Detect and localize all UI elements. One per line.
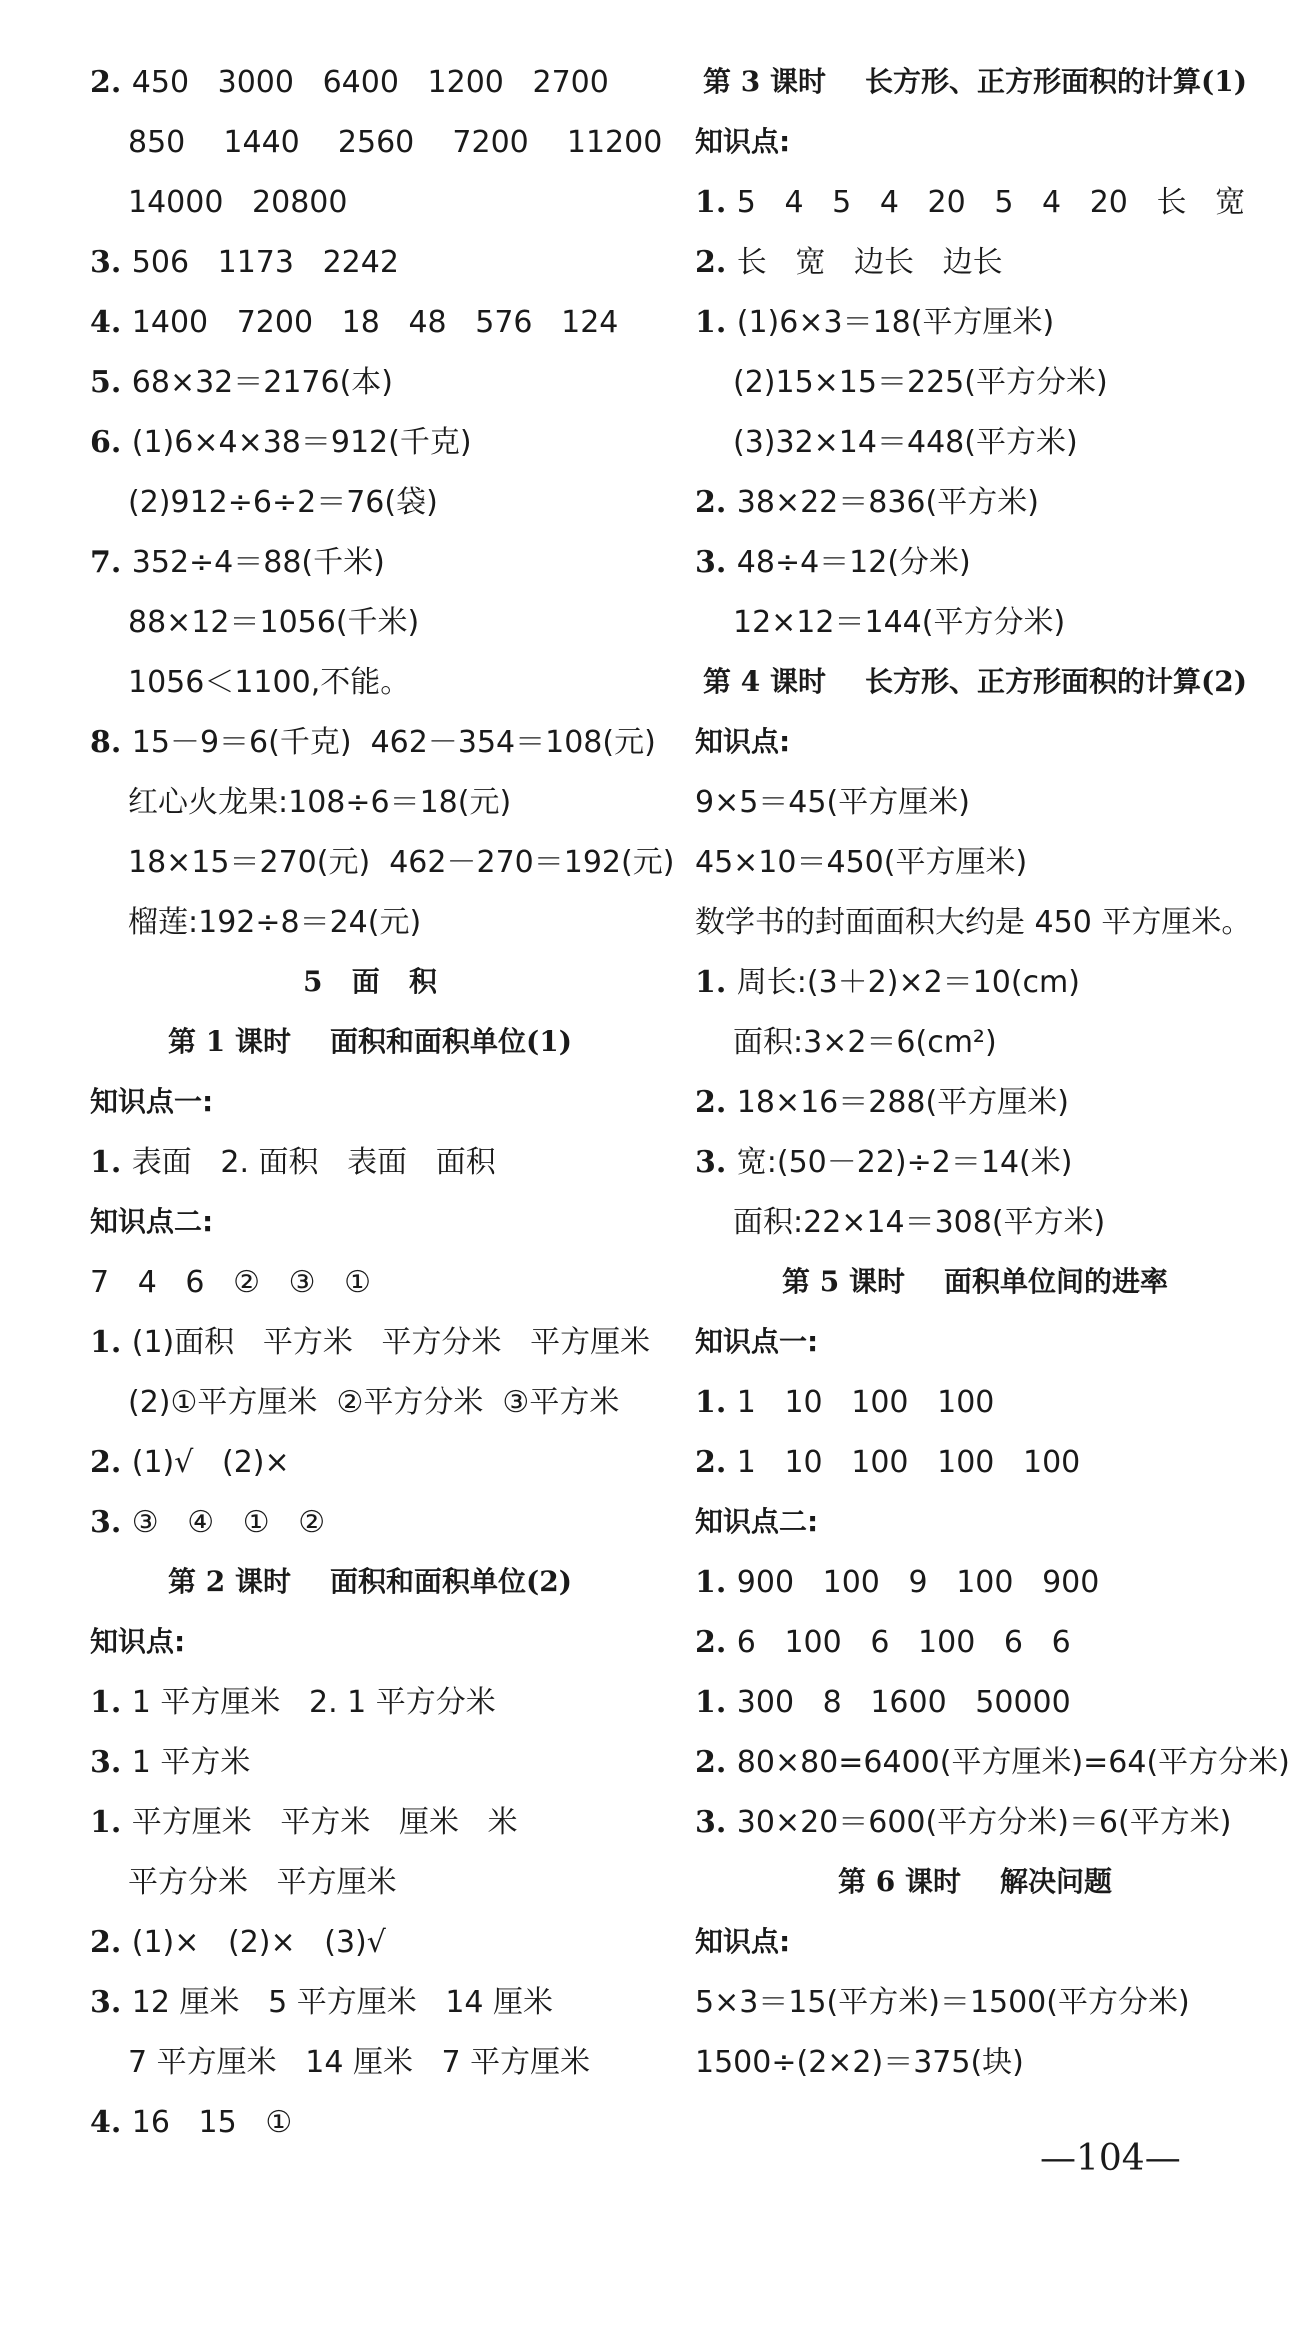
question-number: 4. — [90, 305, 132, 340]
answer-text: 5 面 积 — [303, 965, 437, 998]
question-number: 1. — [695, 185, 737, 220]
answer-line — [128, 485, 438, 520]
answer-line — [695, 1385, 995, 1420]
answer-text: (1)6×3＝18(平方厘米) — [736, 305, 1055, 340]
answer-line — [128, 605, 420, 640]
answer-text: 18×16＝288(平方厘米) — [736, 1085, 1069, 1120]
answer-line — [90, 725, 656, 760]
answer-line — [90, 1685, 496, 1720]
answer-text: (2)①平方厘米 ②平方分米 ③平方米 — [128, 1385, 620, 1420]
answer-text: 知识点: — [695, 725, 791, 758]
answer-line — [128, 1385, 620, 1420]
answer-text: ③ ④ ① ② — [131, 1505, 326, 1540]
knowledge-point-label — [695, 1325, 819, 1358]
answer-line — [90, 2105, 293, 2140]
question-number: 2. — [695, 1445, 737, 1480]
answer-text: 1 平方厘米 2. 1 平方分米 — [131, 1685, 496, 1720]
lesson-heading — [90, 1565, 650, 1598]
answer-text: 长 宽 边长 边长 — [736, 245, 1003, 280]
answer-text: 1 平方米 — [131, 1745, 251, 1780]
answer-text: (2)15×15＝225(平方分米) — [733, 365, 1108, 400]
answer-text: 48÷4＝12(分米) — [736, 545, 971, 580]
question-number: 1. — [695, 305, 737, 340]
answer-line — [733, 605, 1066, 640]
lesson-heading — [695, 1865, 1255, 1898]
answer-text: 1056＜1100,不能。 — [128, 665, 411, 700]
question-number: 7. — [90, 545, 132, 580]
question-number: 2. — [695, 1085, 737, 1120]
answer-text: 12 厘米 5 平方厘米 14 厘米 — [131, 1985, 554, 2020]
answer-line — [695, 1745, 1290, 1780]
answer-line — [128, 1865, 397, 1900]
answer-line — [90, 545, 385, 580]
question-number: 2. — [695, 1625, 737, 1660]
question-number: 5. — [90, 365, 132, 400]
answer-line — [695, 1565, 1100, 1600]
lesson-heading — [695, 65, 1255, 98]
question-number: 3. — [695, 1805, 737, 1840]
question-number: 3. — [90, 1985, 132, 2020]
question-number: 3. — [695, 1145, 737, 1180]
question-number: 1. — [695, 1385, 737, 1420]
question-number: 2. — [695, 485, 737, 520]
answer-line — [733, 1025, 997, 1060]
knowledge-point-label — [695, 1505, 819, 1538]
answer-text: (2)912÷6÷2＝76(袋) — [128, 485, 438, 520]
answer-line — [90, 1325, 651, 1360]
answer-line — [128, 665, 411, 700]
answer-text: 506 1173 2242 — [131, 245, 399, 280]
answer-line — [128, 905, 422, 940]
answer-text: 38×22＝836(平方米) — [736, 485, 1039, 520]
answer-text: 5 4 5 4 20 5 4 20 长 宽 — [736, 185, 1246, 220]
answer-text: 45×10＝450(平方厘米) — [695, 845, 1028, 880]
knowledge-point-label — [695, 1925, 791, 1958]
answer-line — [695, 1685, 1071, 1720]
answer-text: 宽:(50－22)÷2＝14(米) — [736, 1145, 1073, 1180]
lesson-heading — [695, 1265, 1255, 1298]
answer-text: 第 2 课时 面积和面积单位(2) — [168, 1565, 572, 1598]
answer-text: 知识点二: — [90, 1205, 214, 1238]
answer-text: 第 1 课时 面积和面积单位(1) — [168, 1025, 572, 1058]
answer-line — [90, 1145, 496, 1180]
answer-text: 6 100 6 100 6 6 — [736, 1625, 1071, 1660]
answer-text: (1)6×4×38＝912(千克) — [131, 425, 472, 460]
answer-line — [695, 245, 1003, 280]
answer-line — [733, 1205, 1106, 1240]
answer-line — [128, 125, 663, 160]
question-number: 6. — [90, 425, 132, 460]
answer-text: 面积:3×2＝6(cm²) — [733, 1025, 997, 1060]
answer-line — [695, 1145, 1073, 1180]
answer-text: 15－9＝6(千克) 462－354＝108(元) — [131, 725, 656, 760]
answer-line — [90, 1805, 518, 1840]
question-number: 2. — [90, 65, 132, 100]
answer-line — [90, 305, 619, 340]
answer-text: 30×20＝600(平方分米)＝6(平方米) — [736, 1805, 1232, 1840]
answer-text: 850 1440 2560 7200 11200 — [128, 125, 663, 160]
answer-text: 300 8 1600 50000 — [736, 1685, 1071, 1720]
answer-text: 知识点: — [695, 1925, 791, 1958]
answer-text: 7 平方厘米 14 厘米 7 平方厘米 — [128, 2045, 591, 2080]
question-number: 1. — [90, 1145, 132, 1180]
answer-text: 红心火龙果:108÷6＝18(元) — [128, 785, 512, 820]
answer-text: 第 5 课时 面积单位间的进率 — [782, 1265, 1168, 1298]
question-number: 1. — [90, 1805, 132, 1840]
answer-text: 周长:(3＋2)×2＝10(cm) — [736, 965, 1080, 1000]
answer-text: (1)√ (2)× — [131, 1445, 290, 1480]
knowledge-point-label — [90, 1205, 214, 1238]
answer-line — [695, 1085, 1069, 1120]
answer-text: 7 4 6 ② ③ ① — [90, 1265, 371, 1300]
knowledge-point-label — [90, 1625, 186, 1658]
lesson-heading — [695, 665, 1255, 698]
answer-text: 1 10 100 100 100 — [736, 1445, 1081, 1480]
answer-text: 知识点二: — [695, 1505, 819, 1538]
question-number: 3. — [90, 1505, 132, 1540]
answer-line — [90, 65, 609, 100]
answer-text: 88×12＝1056(千米) — [128, 605, 420, 640]
answer-text: 450 3000 6400 1200 2700 — [131, 65, 609, 100]
question-number: 2. — [90, 1445, 132, 1480]
answer-line — [90, 1505, 326, 1540]
answer-text: 知识点: — [90, 1625, 186, 1658]
answer-text: 表面 2. 面积 表面 面积 — [131, 1145, 496, 1180]
answer-text: 14000 20800 — [128, 185, 348, 220]
answer-text: 知识点一: — [695, 1325, 819, 1358]
answer-text: (1)× (2)× (3)√ — [131, 1925, 386, 1960]
question-number: 1. — [695, 965, 737, 1000]
question-number: 1. — [90, 1325, 132, 1360]
question-number: 3. — [90, 245, 132, 280]
answer-line — [733, 425, 1078, 460]
question-number: 3. — [90, 1745, 132, 1780]
answer-text: 面积:22×14＝308(平方米) — [733, 1205, 1106, 1240]
answer-line — [695, 1445, 1081, 1480]
answer-text: 18×15＝270(元) 462－270＝192(元) — [128, 845, 675, 880]
answer-line — [90, 1745, 251, 1780]
answer-line — [695, 545, 971, 580]
answer-text: 第 6 课时 解决问题 — [838, 1865, 1112, 1898]
answer-text: 900 100 9 100 900 — [736, 1565, 1100, 1600]
answer-text: 80×80=6400(平方厘米)=64(平方分米) — [736, 1745, 1290, 1780]
answer-line — [128, 785, 512, 820]
answer-text: 知识点一: — [90, 1085, 214, 1118]
answer-text: 16 15 ① — [131, 2105, 293, 2140]
answer-line — [695, 845, 1028, 880]
answer-line — [695, 1625, 1071, 1660]
answer-line — [695, 1985, 1190, 2020]
answer-line — [128, 185, 348, 220]
answer-text: 5×3＝15(平方米)＝1500(平方分米) — [695, 1985, 1190, 2020]
answer-line — [733, 365, 1108, 400]
question-number: 3. — [695, 545, 737, 580]
answer-text: 第 4 课时 长方形、正方形面积的计算(2) — [703, 665, 1247, 698]
page-number: —104— — [1040, 2138, 1181, 2179]
answer-text: 1400 7200 18 48 576 124 — [131, 305, 619, 340]
answer-text: 68×32＝2176(本) — [131, 365, 394, 400]
answer-text: 榴莲:192÷8＝24(元) — [128, 905, 422, 940]
answer-text: 1 10 100 100 — [736, 1385, 995, 1420]
answer-line — [695, 305, 1055, 340]
answer-text: 平方分米 平方厘米 — [128, 1865, 397, 1900]
answer-line — [695, 905, 1252, 940]
knowledge-point-label — [695, 125, 791, 158]
question-number: 2. — [695, 1745, 737, 1780]
answer-line — [695, 785, 970, 820]
question-number: 1. — [695, 1685, 737, 1720]
lesson-heading — [90, 1025, 650, 1058]
answer-text: 平方厘米 平方米 厘米 米 — [131, 1805, 518, 1840]
question-number: 2. — [90, 1925, 132, 1960]
answer-line — [90, 1925, 386, 1960]
answer-line — [695, 1805, 1232, 1840]
answer-text: 数学书的封面面积大约是 450 平方厘米。 — [695, 905, 1252, 940]
knowledge-point-label — [90, 1085, 214, 1118]
answer-line — [695, 485, 1039, 520]
answer-text: 352÷4＝88(千米) — [131, 545, 385, 580]
answer-text: 9×5＝45(平方厘米) — [695, 785, 970, 820]
answer-text: 第 3 课时 长方形、正方形面积的计算(1) — [703, 65, 1247, 98]
answer-line — [695, 2045, 1024, 2080]
answer-text: (3)32×14＝448(平方米) — [733, 425, 1078, 460]
question-number: 2. — [695, 245, 737, 280]
answer-text: (1)面积 平方米 平方分米 平方厘米 — [131, 1325, 651, 1360]
answer-line — [695, 185, 1246, 220]
knowledge-point-label — [695, 725, 791, 758]
answer-line — [90, 245, 399, 280]
answer-line — [128, 845, 675, 880]
question-number: 1. — [90, 1685, 132, 1720]
answer-text: 1500÷(2×2)＝375(块) — [695, 2045, 1024, 2080]
answer-line — [90, 1265, 371, 1300]
answer-text: 知识点: — [695, 125, 791, 158]
answer-line — [695, 965, 1080, 1000]
answer-line — [90, 1985, 554, 2020]
answer-line — [90, 1445, 290, 1480]
question-number: 4. — [90, 2105, 132, 2140]
answer-line — [128, 2045, 591, 2080]
chapter-heading — [90, 965, 650, 998]
question-number: 8. — [90, 725, 132, 760]
answer-line — [90, 365, 394, 400]
answer-line — [90, 425, 472, 460]
answer-text: 12×12＝144(平方分米) — [733, 605, 1066, 640]
question-number: 1. — [695, 1565, 737, 1600]
